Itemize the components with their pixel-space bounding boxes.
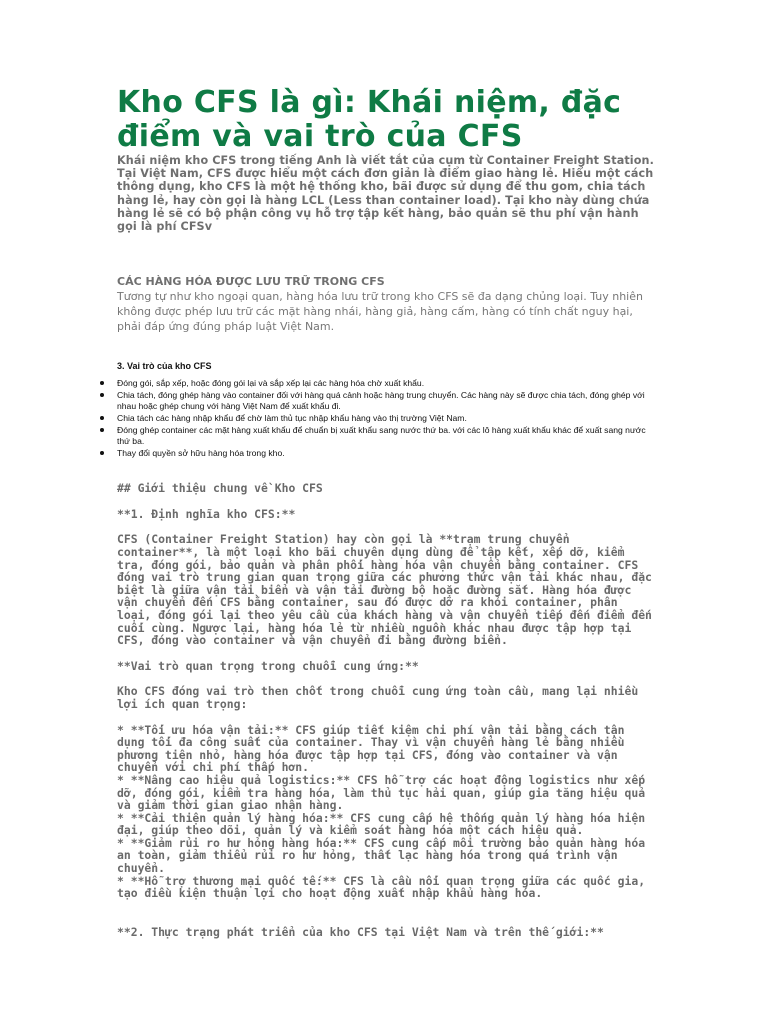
bullet-dot-icon: [100, 428, 104, 432]
markdown-heading-intro: ## Giới thiệu chung về Kho CFS: [117, 481, 323, 496]
markdown-heading-role: **Vai trò quan trọng trong chuỗi cung ứng:**: [117, 658, 419, 673]
list-item-text: Đóng ghép container các mặt hàng xuất khẩu để chuẩn bị xuất khẩu sang nước thứ ba. với các lô hàng xuất khẩu khác để xuất sang nước thứ ba.: [117, 425, 646, 447]
list-item: [100, 425, 657, 447]
markdown-list-item: * **Tối ưu hóa vận tải:** CFS giúp tiết kiệm chi phí vận tải bằng cách tận dụng tối đa công suất của container. Thay vì vận chuyển hàng lẻ bằng nhiều phương tiện nhỏ, hàng hóa được tập hợp tại CFS, đóng vào container và vận chuyển với chi phí thấp hơn.: [117, 722, 625, 775]
list-item: [100, 378, 657, 389]
bullet-dot-icon: [100, 393, 104, 397]
document-page: [117, 86, 657, 938]
list-item-text: Chia tách các hàng nhập khẩu để chờ làm thủ tục nhập khẩu hàng vào thị trường Việt Nam.: [117, 413, 467, 424]
list-item: [100, 448, 657, 459]
markdown-list-item: * **Hỗ trợ thương mại quốc tế:** CFS là cầu nối quan trọng giữa các quốc gia, tạo điều kiện thuận lợi cho hoạt động xuất nhập khẩu hàng hóa.: [117, 873, 646, 901]
markdown-list-item: * **Nâng cao hiệu quả logistics:** CFS hỗ trợ các hoạt động logistics như xếp dỡ, đóng gói, kiểm tra hàng hóa, làm thủ tục hải quan, giúp gia tăng hiệu quả và giảm thời gian giao nhận hàng.: [117, 772, 646, 813]
markdown-heading-definition: **1. Định nghĩa kho CFS:**: [117, 506, 296, 521]
bullet-dot-icon: [100, 381, 104, 385]
list-item: [100, 390, 657, 412]
markdown-paragraph-role: Kho CFS đóng vai trò then chốt trong chuỗi cung ứng toàn cầu, mang lại nhiều lợi ích quan trọng:: [117, 684, 639, 711]
markdown-paragraph-definition: CFS (Container Freight Station) hay còn gọi là **trạm trung chuyển container**, là một loại kho bãi chuyên dụng dùng để tập kết, xếp dỡ, kiểm tra, đóng gói, bảo quản và phân phối hàng hóa vận chuyển bằng container. CFS đóng vai trò trung gian quan trọng giữa các phương thức vận tải khác nhau, đặc biệt là giữa vận tải biển và vận tải đường bộ hoặc đường sắt. Hàng hóa được vận chuyển đến CFS bằng container, sau đó được dỡ ra khỏi container, phân loại, đóng gói lại theo yêu cầu của khách hàng và vận chuyển tiếp đến điểm đến cuối cùng. Ngược lại, hàng hóa lẻ từ nhiều nguồn khác nhau được tập hợp tại CFS, đóng vào container và vận chuyển đi bằng đường biển.: [117, 532, 652, 648]
markdown-list-item: * **Cải thiện quản lý hàng hóa:** CFS cung cấp hệ thống quản lý hàng hóa hiện đại, giúp theo dõi, quản lý và kiểm soát hàng hóa một cách hiệu quả.: [117, 810, 646, 838]
section-heading-stored-goods: CÁC HÀNG HÓA ĐƯỢC LƯU TRỮ TRONG CFS: [117, 275, 385, 289]
list-item-text: Thay đổi quyền sở hữu hàng hóa trong kho.: [117, 448, 285, 459]
list-item-text: Đóng gói, sắp xếp, hoặc đóng gói lại và sắp xếp lại các hàng hóa chờ xuất khẩu.: [117, 378, 425, 389]
page-title: Kho CFS là gì: Khái niệm, đặc điểm và vai trò của CFS: [117, 85, 622, 154]
roles-list: [100, 378, 657, 459]
section-paragraph-stored-goods: Tương tự như kho ngoại quan, hàng hóa lưu trữ trong kho CFS sẽ đa dạng chủng loại. Tuy nhiên không được phép lưu trữ các mặt hàng nhái, hàng giả, hàng cấm, hàng có tính chất nguy hại, phải đáp ứng đúng pháp luật Việt Nam.: [117, 290, 643, 334]
section-heading-roles: 3. Vai trò của kho CFS: [117, 361, 212, 372]
list-item: [100, 413, 657, 424]
markdown-list-item: * **Giảm rủi ro hư hỏng hàng hóa:** CFS cung cấp môi trường bảo quản hàng hóa an toàn, giảm thiểu rủi ro hư hỏng, thất lạc hàng hóa trong quá trình vận chuyển.: [117, 835, 646, 876]
bullet-dot-icon: [100, 416, 104, 420]
bullet-dot-icon: [100, 451, 104, 455]
markdown-heading-status: **2. Thực trạng phát triển của kho CFS tại Việt Nam và trên thế giới:**: [117, 924, 604, 939]
intro-paragraph: Khái niệm kho CFS trong tiếng Anh là viết tắt của cụm từ Container Freight Station. Tại Việt Nam, CFS được hiểu một cách đơn giản là điểm giao hàng lẻ. Hiểu một cách thông dụng, kho CFS là một hệ thống kho, bãi được sử dụng để thu gom, chia tách hàng lẻ, hay còn gọi là hàng LCL (Less than container load). Tại kho này dùng chứa hàng lẻ sẽ có bộ phận công vụ hỗ trợ tập kết hàng, bảo quản sẽ thu phí vận hành gọi là phí CFSv: [117, 154, 654, 234]
list-item-text: Chia tách, đóng ghép hàng vào container đối với hàng quá cảnh hoặc hàng trung chuyển. Các hàng này sẽ được chia tách, đóng ghép với nhau hoặc ghép chung với hàng Việt Nam để xuất khẩu đi.: [117, 390, 645, 412]
